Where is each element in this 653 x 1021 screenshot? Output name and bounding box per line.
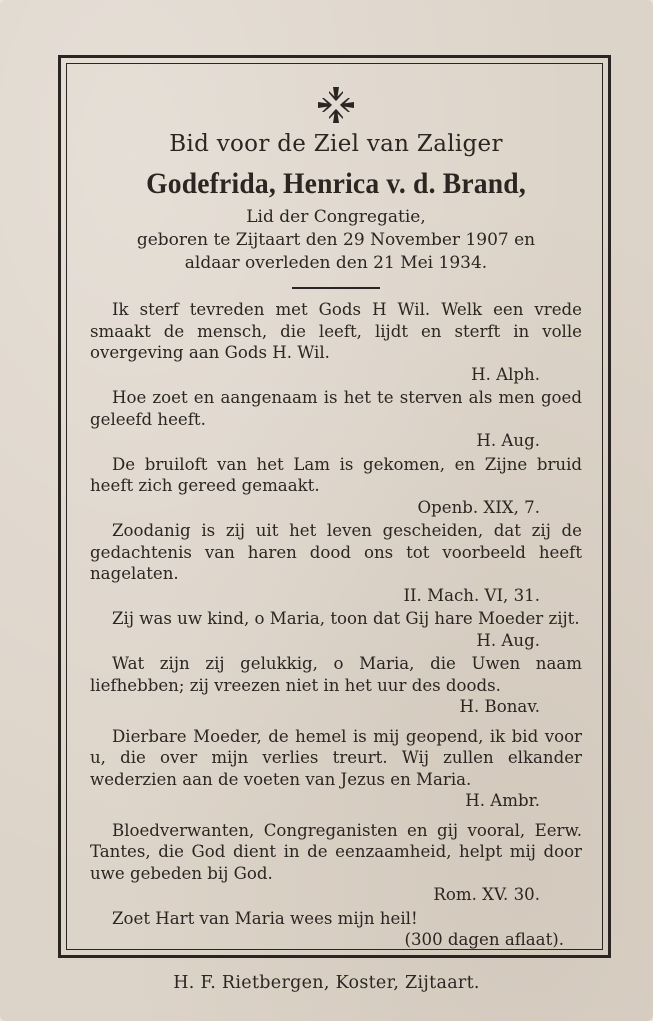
quote-source: Openb. XIX, 7.: [417, 497, 540, 517]
quote-text: Zij was uw kind, o Maria, toon dat Gij hare Moeder zijt.: [112, 609, 580, 628]
membership-line: Lid der Congregatie,: [246, 207, 426, 227]
card-content: [90, 80, 582, 951]
indulgence-note: (300 dagen aflaat).: [404, 930, 564, 949]
quote-block: [90, 608, 582, 651]
quote-source: H. Alph.: [471, 364, 540, 384]
quote-text: Hoe zoet en aangenaam is het te sterven als men goed geleefd heeft.: [90, 388, 582, 429]
quote-block: [90, 387, 582, 452]
quote-block: [90, 520, 582, 606]
quote-source: H. Bonav.: [459, 697, 540, 716]
quote-text: De bruiloft van het Lam is gekomen, en Zijne bruid heeft zich gereed gemaakt.: [90, 454, 582, 495]
death-line: aldaar overleden den 21 Mei 1934.: [184, 253, 488, 273]
quote-source: Rom. XV. 30.: [433, 885, 540, 904]
printer-footer: H. F. Rietbergen, Koster, Zijtaart.: [173, 973, 480, 993]
closing-block: [90, 908, 582, 951]
divider-rule: [292, 287, 380, 289]
deceased-name: Godefrida, Henrica v. d. Brand,: [146, 167, 526, 200]
invocation-heading: Bid voor de Ziel van Zaliger: [169, 131, 503, 157]
quote-block: [90, 726, 582, 812]
quote-block: [90, 820, 582, 906]
quote-text: Wat zijn zij gelukkig, o Maria, die Uwen naam liefhebben; zij vreezen niet in het uur des doods.: [90, 654, 582, 695]
quote-block: [90, 454, 582, 519]
quote-source: II. Mach. VI, 31.: [403, 585, 540, 605]
quote-text: Dierbare Moeder, de hemel is mij geopend, ik bid voor u, die over mijn verlies treurt. Wij zullen elkander wederzien aan de voeten van Jezus en Maria.: [90, 726, 582, 789]
quote-source: H. Ambr.: [465, 791, 540, 810]
quote-block: [90, 299, 582, 385]
closing-prayer: Zoet Hart van Maria wees mijn heil!: [112, 908, 418, 928]
birth-line: geboren te Zijtaart den 29 November 1907 en: [136, 230, 536, 250]
quote-text: Ik sterf tevreden met Gods H Wil. Welk een vrede smaakt de mensch, die leeft, lijdt en sterft in volle overgeving aan Gods H. Wil.: [90, 300, 582, 362]
quote-source: H. Aug.: [476, 431, 540, 450]
cross-pattee-icon: [316, 85, 356, 125]
quote-source: H. Aug.: [476, 630, 540, 650]
quote-text: Bloedverwanten, Congreganisten en gij vooral, Eerw. Tantes, die God dient in de eenzaamheid, helpt mij door uwe gebeden bij God.: [90, 820, 582, 883]
quote-block: [90, 653, 582, 718]
quote-text: Zoodanig is zij uit het leven gescheiden, dat zij de gedachtenis van haren dood ons tot voorbeeld heeft nagelaten.: [90, 521, 582, 583]
